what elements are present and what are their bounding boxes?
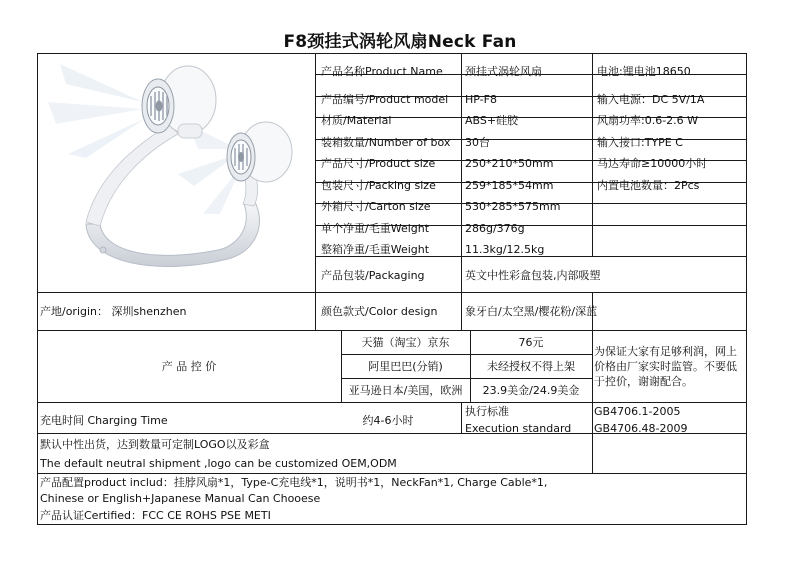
standard-label: 执行标准 (465, 405, 509, 418)
shipment-note: The default neutral shipment ,logo can be customized OEM,ODM (40, 457, 397, 470)
standard-value: GB4706.1-2005 (594, 405, 681, 418)
spec-sheet (37, 53, 747, 525)
spec-label: 产品名称Product Name (321, 65, 443, 78)
spec-value: ABS+硅胶 (465, 114, 519, 127)
pricing-label: 产 品 控 价 (161, 360, 217, 373)
origin: 产地/origin： 深圳shenzhen (40, 305, 187, 318)
spec-label: 外箱尺寸/Carton size (321, 200, 431, 213)
price-channel: 亚马逊日本/美国，欧洲 (348, 384, 463, 397)
table-rule (37, 524, 747, 525)
spec-extra: 电池:锂电池18650 (597, 65, 691, 78)
table-rule (341, 354, 593, 355)
spec-value: 颈挂式涡轮风扇 (465, 65, 542, 78)
config-line: 产品配置product includ：挂脖风扇*1，Type-C充电线*1，说明书*1，NeckFan*1, Charge Cable*1, (40, 476, 548, 489)
color-value: 象牙白/太空黑/樱花粉/深蓝 (465, 305, 598, 318)
page-title: F8颈挂式涡轮风扇Neck Fan (283, 32, 517, 52)
price-value: 未经授权不得上架 (487, 360, 575, 373)
spec-extra: 内置电池数量：2Pcs (597, 179, 700, 192)
price-channel: 阿里巴巴(分销) (368, 360, 443, 373)
charging-value: 约4-6小时 (362, 414, 414, 427)
spec-extra: 马达寿命≥10000小时 (597, 157, 708, 170)
table-rule (746, 53, 747, 525)
table-rule (341, 378, 593, 379)
price-value: 76元 (518, 336, 544, 349)
table-rule (37, 330, 747, 331)
table-rule (461, 402, 462, 433)
spec-label: 整箱净重/毛重Weight (321, 243, 430, 256)
standard-label: Execution standard (465, 422, 572, 435)
spec-value: HP-F8 (465, 93, 497, 106)
spec-extra: 输入接口:TYPE C (597, 136, 683, 149)
spec-label: 单个净重/毛重Weight (321, 222, 430, 235)
charging-label: 充电时间 Charging Time (40, 414, 168, 427)
table-rule (315, 256, 747, 257)
spec-extra: 风扇功率:0.6-2.6 W (597, 114, 699, 127)
config-line: Chinese or English+Japanese Manual Can Chooese (40, 492, 321, 505)
spec-value: 530*285*575mm (465, 200, 561, 213)
spec-value: 11.3kg/12.5kg (465, 243, 545, 256)
table-rule (37, 292, 747, 293)
table-rule (37, 473, 747, 474)
spec-label: 产品编号/Product model (321, 93, 449, 106)
config-line: 产品认证Certified：FCC CE ROHS PSE METI (40, 509, 271, 522)
table-rule (37, 53, 747, 54)
packaging-label: 产品包装/Packaging (321, 269, 425, 282)
price-channel: 天猫（淘宝）京东 (361, 336, 450, 349)
pricing-note: 为保证大家有足够利润，网上 (594, 345, 737, 358)
spec-label: 包装尺寸/Packing size (321, 179, 436, 192)
table-rule (592, 433, 593, 473)
pricing-note: 于控价，谢谢配合。 (594, 375, 693, 388)
price-value: 23.9美金/24.9美金 (482, 384, 580, 397)
table-rule (37, 53, 38, 525)
table-rule (315, 53, 316, 330)
spec-value: 30台 (465, 136, 490, 149)
packaging-value: 英文中性彩盒包装,内部吸塑 (465, 269, 601, 282)
pricing-note: 价格由厂家实时监管。不要低 (594, 360, 737, 373)
spec-value: 259*185*54mm (465, 179, 554, 192)
spec-label: 装箱数量/Number of box (321, 136, 451, 149)
table-rule (461, 53, 462, 330)
spec-extra: 输入电源：DC 5V/1A (597, 93, 705, 106)
spec-value: 286g/376g (465, 222, 525, 235)
table-rule (37, 402, 747, 403)
spec-label: 产品尺寸/Product size (321, 157, 436, 170)
spec-value: 250*210*50mm (465, 157, 554, 170)
spec-label: 材质/Material (321, 114, 392, 127)
shipment-note: 默认中性出货，达到数量可定制LOGO以及彩盒 (40, 438, 270, 451)
standard-value: GB4706.48-2009 (594, 422, 688, 435)
color-label: 颜色款式/Color design (321, 305, 438, 318)
product-photo (38, 54, 315, 292)
